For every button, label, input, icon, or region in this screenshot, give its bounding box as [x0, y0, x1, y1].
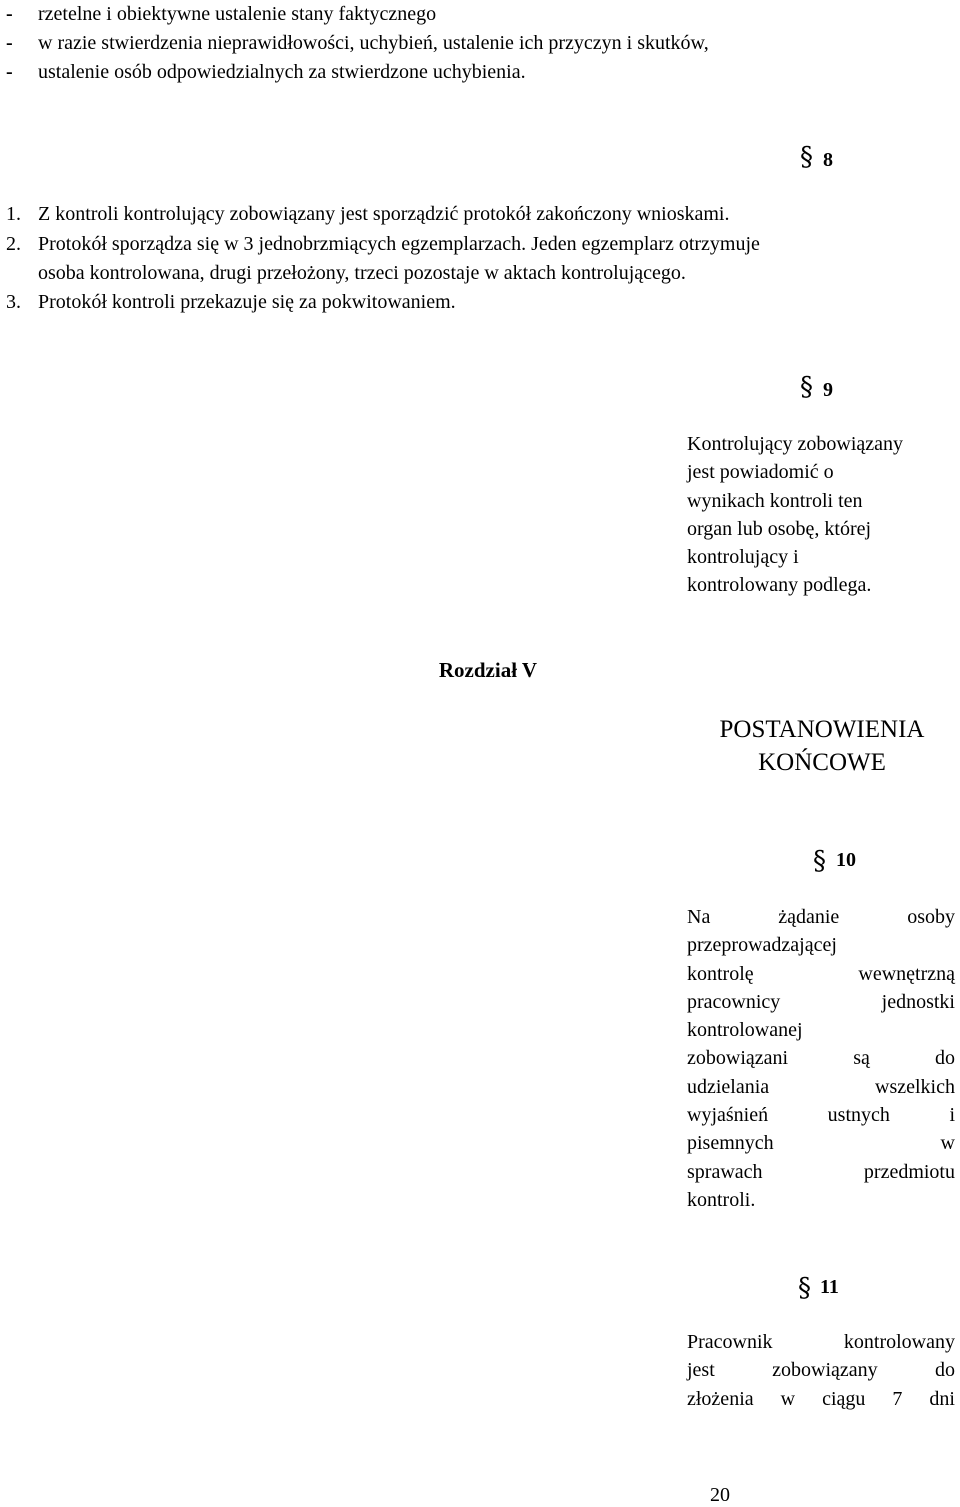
word: jest: [687, 1359, 715, 1382]
chapter-title-line: KOŃCOWE: [758, 749, 886, 776]
word: zobowiązany: [772, 1359, 878, 1382]
chapter-title: [682, 713, 960, 779]
word: do: [935, 1047, 955, 1070]
text-line: [687, 1186, 955, 1214]
section-9-body: [687, 430, 955, 600]
word: i: [949, 1104, 955, 1127]
section-symbol: §: [800, 372, 813, 402]
word: wyjaśnień: [687, 1104, 769, 1127]
word: ciągu: [822, 1387, 866, 1410]
section-number: 11: [820, 1276, 839, 1298]
word: kontrolowanej: [687, 1019, 803, 1042]
text-line: [687, 1328, 955, 1356]
word: pisemnych: [687, 1132, 774, 1155]
word: kontrolę: [687, 962, 754, 985]
word: przedmiotu: [863, 1160, 955, 1183]
text-line: [687, 988, 955, 1016]
section-10-body: [687, 903, 955, 1214]
text-line: [687, 960, 955, 988]
text-line: kontrolujący i: [687, 546, 799, 569]
text-line: [687, 1016, 955, 1044]
word: w: [780, 1387, 796, 1410]
word: osoby: [907, 906, 955, 928]
word: żądanie: [778, 906, 840, 928]
item-text-continued: osoba kontrolowana, drugi przełożony, trzeci pozostaje w aktach kontrolującego.: [38, 262, 686, 284]
text-line: [687, 931, 955, 959]
text-line: [687, 1073, 955, 1101]
text-line: [687, 1101, 955, 1129]
section-number: 10: [836, 849, 856, 871]
item-text: Z kontroli kontrolujący zobowiązany jest sporządzić protokół zakończony wnioskami.: [38, 203, 730, 225]
text-line: [687, 1129, 955, 1157]
word: sprawach: [687, 1160, 763, 1183]
chapter-title-line: POSTANOWIENIA: [719, 716, 925, 743]
page-number: 20: [710, 1484, 730, 1506]
section-number: 8: [823, 149, 833, 171]
word: Na: [687, 906, 711, 928]
dash-bullet: -: [6, 3, 13, 25]
word: jednostki: [881, 990, 955, 1013]
word: pracownicy: [687, 990, 781, 1013]
text-line: Kontrolujący zobowiązany: [687, 433, 904, 455]
word: udzielania: [687, 1075, 770, 1098]
word: kontrolowany: [843, 1331, 955, 1353]
chapter-heading: Rozdział V: [438, 658, 538, 682]
word: złożenia: [687, 1387, 754, 1410]
section-number: 9: [823, 379, 833, 401]
text-line: [687, 903, 955, 931]
word: 7: [892, 1387, 903, 1410]
text-line: jest powiadomić o: [687, 461, 834, 484]
text-line: kontrolowany podlega.: [687, 574, 872, 597]
item-number: 3.: [6, 291, 21, 313]
word: wszelkich: [875, 1075, 955, 1098]
section-symbol: §: [813, 846, 826, 876]
list-item-text: w razie stwierdzenia nieprawidłowości, uchybień, ustalenie ich przyczyn i skutków,: [38, 32, 709, 54]
word: są: [853, 1047, 870, 1070]
list-item-text: rzetelne i obiektywne ustalenie stany faktycznego: [38, 3, 437, 25]
list-item-text: ustalenie osób odpowiedzialnych za stwierdzone uchybienia.: [38, 61, 526, 83]
word: przeprowadzającej: [687, 934, 837, 957]
word: ustnych: [827, 1104, 890, 1127]
word: kontroli.: [687, 1188, 756, 1211]
dash-bullet: -: [6, 32, 13, 54]
text-line: [687, 1158, 955, 1186]
item-number: 1.: [6, 203, 21, 225]
word: dni: [929, 1387, 955, 1410]
text-line: [687, 1385, 955, 1413]
section-symbol: §: [798, 1273, 811, 1303]
text-line: organ lub osobę, której: [687, 517, 872, 540]
section-symbol: §: [800, 142, 813, 172]
word: do: [934, 1359, 955, 1382]
word: Pracownik: [687, 1331, 773, 1353]
word: zobowiązani: [687, 1047, 789, 1070]
item-text: Protokół kontroli przekazuje się za pokwitowaniem.: [38, 291, 456, 313]
text-line: wynikach kontroli ten: [687, 489, 863, 512]
word: w: [940, 1132, 955, 1155]
item-text: Protokół sporządza się w 3 jednobrzmiących egzemplarzach. Jeden egzemplarz otrzymuje: [38, 233, 760, 255]
word: wewnętrzną: [858, 962, 955, 985]
dash-bullet: -: [6, 61, 13, 83]
text-line: [687, 1356, 955, 1384]
item-number: 2.: [6, 233, 21, 255]
text-line: [687, 1044, 955, 1072]
section-11-body: [687, 1328, 955, 1413]
